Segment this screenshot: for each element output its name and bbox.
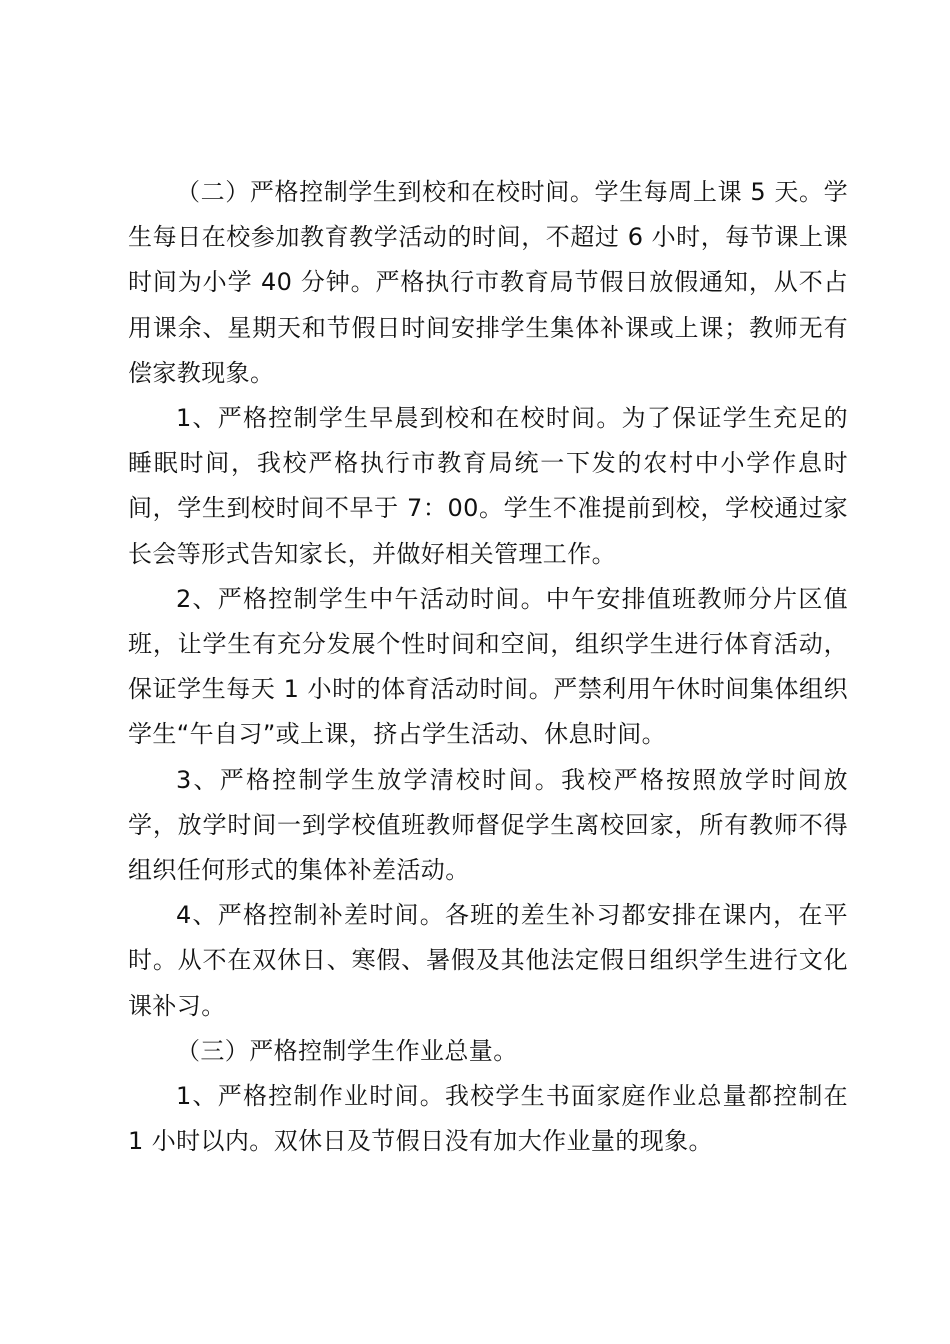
paragraph-section-2: （二）严格控制学生到校和在校时间。学生每周上课 5 天。学生每日在校参加教育教学活动的时间，不超过 6 小时，每节课上课时间为小学 40 分钟。严格执行市教育局节假日放假通知，从不占用课余、星期天和节假日时间安排学生集体补课或上课；教师无有偿家教现象。	[128, 178, 848, 387]
paragraph-item-4-tutoring: 4、严格控制补差时间。各班的差生补习都安排在课内，在平时。从不在双休日、寒假、暑假及其他法定假日组织学生进行文化课补习。	[128, 901, 848, 1020]
paragraph-item-3-dismissal: 3、严格控制学生放学清校时间。我校严格按照放学时间放学，放学时间一到学校值班教师督促学生离校回家，所有教师不得组织任何形式的集体补差活动。	[128, 765, 848, 885]
paragraph-item-1-morning-arrival: 1、严格控制学生早晨到校和在校时间。为了保证学生充足的睡眠时间，我校严格执行市教育局统一下发的农村中小学作息时间，学生到校时间不早于 7：00。学生不准提前到校，学校通过家长会等形式告知家长，并做好相关管理工作。	[128, 404, 848, 568]
document-body	[128, 170, 848, 1164]
paragraph-section-3-item-1: 1、严格控制作业时间。我校学生书面家庭作业总量都控制在 1 小时以内。双休日及节假日没有加大作业量的现象。	[128, 1082, 848, 1156]
paragraph-item-2-noon-activity: 2、严格控制学生中午活动时间。中午安排值班教师分片区值班，让学生有充分发展个性时间和空间，组织学生进行体育活动，保证学生每天 1 小时的体育活动时间。严禁利用午休时间集体组织学生“午自习”或上课，挤占学生活动、休息时间。	[128, 584, 848, 749]
paragraph-section-3-heading: （三）严格控制学生作业总量。	[176, 1036, 518, 1065]
